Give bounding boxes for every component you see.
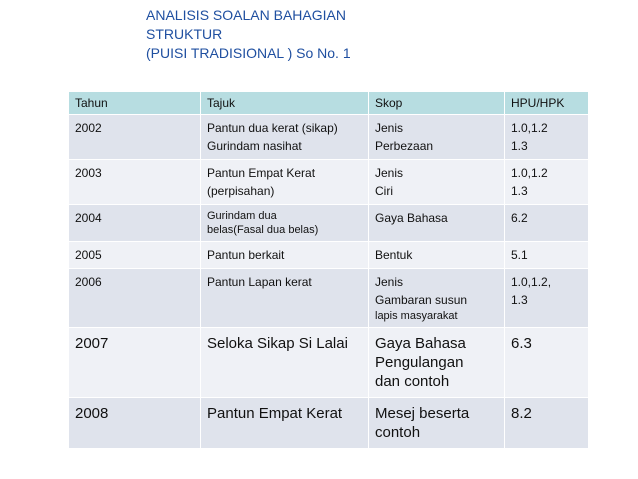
- cell-text: Seloka Sikap Si Lalai: [207, 335, 348, 352]
- cell-text: Gaya Bahasa: [375, 335, 466, 352]
- header-tajuk: Tajuk: [201, 92, 369, 115]
- cell-text: Jenis: [375, 121, 404, 135]
- cell-text: Perbezaan: [375, 139, 434, 153]
- cell-skop: [369, 328, 505, 398]
- cell-tajuk: [201, 269, 369, 328]
- cell-text: belas(Fasal dua belas): [207, 224, 319, 236]
- cell-text: lapis masyarakat: [375, 310, 458, 322]
- title-line-1: ANALISIS SOALAN BAHAGIAN: [146, 7, 346, 23]
- cell-text: Pantun Lapan kerat: [207, 275, 312, 289]
- cell-text: Ciri: [375, 184, 393, 198]
- cell-skop: [369, 115, 505, 160]
- cell-tajuk: [201, 205, 369, 242]
- table-row: [69, 242, 589, 269]
- cell-tahun: 2006: [69, 269, 201, 328]
- table-row: [69, 269, 589, 328]
- cell-text: 5.1: [511, 248, 528, 262]
- cell-skop: [369, 160, 505, 205]
- cell-text: Gambaran susun: [375, 293, 468, 307]
- header-skop: Skop: [369, 92, 505, 115]
- cell-text: 1.0,1.2,: [511, 275, 552, 289]
- cell-hpu: [505, 160, 589, 205]
- cell-text: (perpisahan): [207, 184, 275, 198]
- cell-text: Gaya Bahasa: [375, 211, 448, 225]
- cell-text: Pengulangan: [375, 354, 464, 371]
- cell-text: 6.3: [511, 335, 532, 352]
- cell-text: dan contoh: [375, 373, 450, 390]
- analysis-table: [68, 91, 589, 449]
- cell-tajuk: [201, 398, 369, 449]
- slide-title: [146, 6, 351, 63]
- cell-tahun: 2008: [69, 398, 201, 449]
- header-tahun: Tahun: [69, 92, 201, 115]
- cell-skop: [369, 269, 505, 328]
- cell-text: 1.3: [511, 293, 528, 307]
- cell-text: 1.0,1.2: [511, 166, 548, 180]
- cell-tahun: 2004: [69, 205, 201, 242]
- cell-text: 1.3: [511, 139, 528, 153]
- table-row: [69, 160, 589, 205]
- table-header-row: [69, 92, 589, 115]
- cell-text: Pantun Empat Kerat: [207, 166, 316, 180]
- table-row: [69, 328, 589, 398]
- cell-skop: [369, 398, 505, 449]
- title-line-2: STRUKTUR: [146, 26, 223, 42]
- cell-tajuk: [201, 160, 369, 205]
- cell-text: 6.2: [511, 211, 528, 225]
- cell-text: 8.2: [511, 405, 532, 422]
- cell-text: Mesej beserta: [375, 405, 470, 422]
- cell-hpu: [505, 328, 589, 398]
- cell-tahun: 2002: [69, 115, 201, 160]
- title-line-3: (PUISI TRADISIONAL ) So No. 1: [146, 45, 351, 61]
- cell-text: Pantun Empat Kerat: [207, 405, 343, 422]
- cell-tajuk: [201, 328, 369, 398]
- cell-text: Pantun berkait: [207, 248, 285, 262]
- cell-hpu: [505, 269, 589, 328]
- cell-text: Bentuk: [375, 248, 413, 262]
- cell-text: Jenis: [375, 166, 404, 180]
- cell-skop: [369, 242, 505, 269]
- table-row: [69, 398, 589, 449]
- cell-tahun: 2007: [69, 328, 201, 398]
- cell-tajuk: [201, 115, 369, 160]
- cell-tahun: 2005: [69, 242, 201, 269]
- cell-text: 1.0,1.2: [511, 121, 548, 135]
- cell-skop: [369, 205, 505, 242]
- cell-text: 1.3: [511, 184, 528, 198]
- table-row: [69, 115, 589, 160]
- cell-text: Jenis: [375, 275, 404, 289]
- cell-hpu: [505, 242, 589, 269]
- table-row: [69, 205, 589, 242]
- cell-text: Pantun dua kerat (sikap): [207, 121, 338, 135]
- cell-text: contoh: [375, 424, 421, 441]
- cell-hpu: [505, 398, 589, 449]
- cell-text: Gurindam nasihat: [207, 139, 302, 153]
- header-hpu: HPU/HPK: [505, 92, 589, 115]
- cell-hpu: [505, 115, 589, 160]
- cell-tajuk: [201, 242, 369, 269]
- cell-text: Gurindam dua: [207, 210, 277, 222]
- cell-tahun: 2003: [69, 160, 201, 205]
- cell-hpu: [505, 205, 589, 242]
